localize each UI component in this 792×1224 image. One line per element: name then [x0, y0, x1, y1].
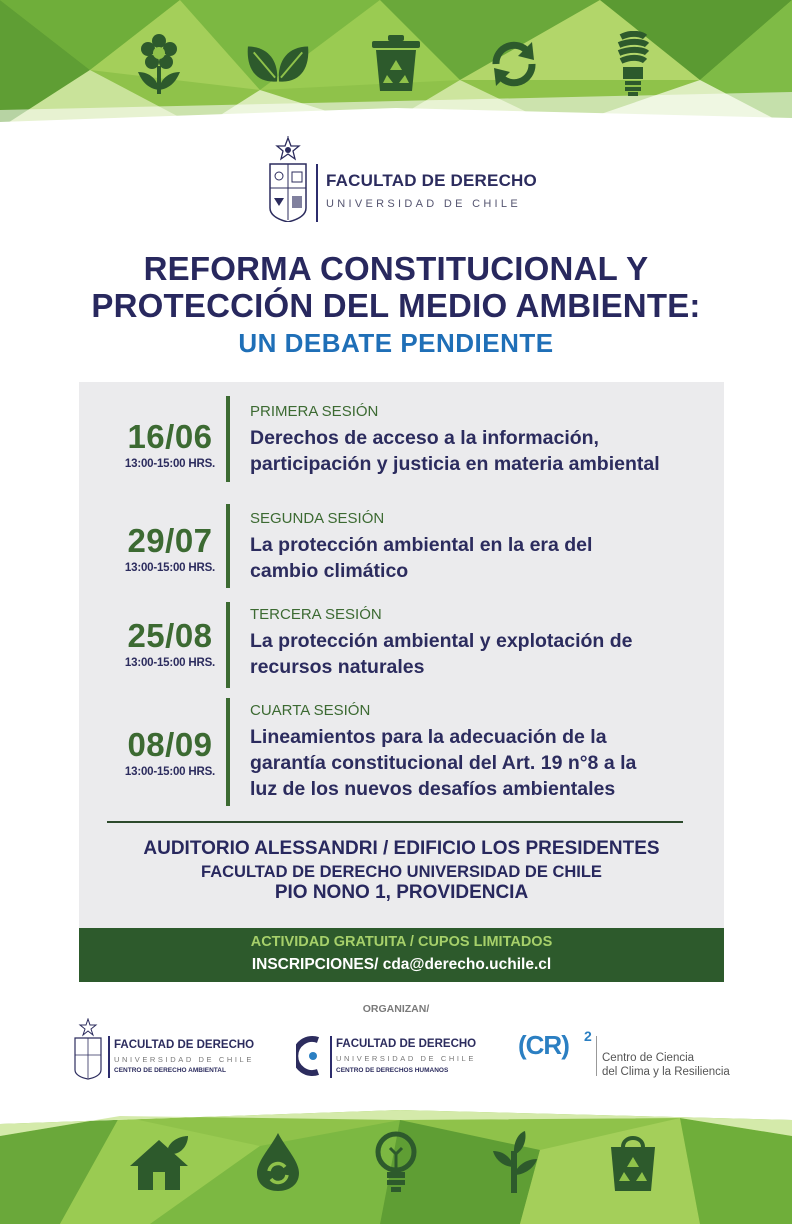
session-divider: [226, 602, 230, 688]
recycle-bag-icon: [601, 1128, 665, 1196]
eco-house-icon: [127, 1128, 191, 1196]
event-title-line-1: REFORMA CONSTITUCIONAL Y: [143, 250, 649, 287]
venue-line-2: FACULTAD DE DERECHO UNIVERSIDAD DE CHILE: [201, 863, 602, 881]
university-crest-icon: [72, 1018, 104, 1080]
session-divider: [226, 698, 230, 806]
logo-divider: [316, 164, 318, 222]
session-date: 25/08: [127, 617, 213, 654]
session-topic: [250, 532, 710, 584]
recycle-bin-icon: [364, 30, 428, 98]
session-divider: [226, 504, 230, 588]
plant-icon: [482, 1128, 546, 1196]
flower-icon: [127, 30, 191, 98]
organizers-heading: ORGANIZAN/: [362, 1003, 430, 1015]
session-time: 13:00-15:00 HRS.: [124, 562, 216, 574]
session-date: 29/07: [127, 522, 213, 559]
event-title-line-2: PROTECCIÓN DEL MEDIO AMBIENTE:: [91, 287, 701, 324]
session-topic-line: garantía constitucional del Art. 19 n°8 a la: [250, 752, 637, 774]
session-topic: [250, 724, 710, 802]
cr2-name-line-1: Centro de Ciencia: [602, 1052, 695, 1064]
registration-bar: [79, 928, 724, 982]
session-topic-line: La protección ambiental en la era del: [250, 534, 593, 556]
event-subtitle: UN DEBATE PENDIENTE: [238, 328, 554, 358]
leaves-icon: [246, 30, 310, 98]
organizer-university: UNIVERSIDAD DE CHILE: [336, 1054, 476, 1063]
session-label: TERCERA SESIÓN: [250, 606, 382, 623]
session-time: 13:00-15:00 HRS.: [124, 766, 216, 778]
organizer-faculty: FACULTAD DE DERECHO: [336, 1038, 477, 1050]
registration-email[interactable]: INSCRIPCIONES/ cda@derecho.uchile.cl: [251, 956, 552, 973]
session-divider: [226, 396, 230, 482]
human-rights-center-icon: [296, 1034, 322, 1078]
logo-divider: [330, 1036, 332, 1078]
session-topic-line: participación y justicia en materia ambiental: [250, 453, 660, 475]
organizer-center: CENTRO DE DERECHO AMBIENTAL: [114, 1067, 226, 1074]
session-label: CUARTA SESIÓN: [250, 702, 371, 719]
session-topic-line: La protección ambiental y explotación de: [250, 630, 633, 652]
cr2-superscript: 2: [584, 1028, 592, 1044]
organizer-logo-cr2: [518, 1030, 728, 1094]
organizer-logo-derecho-ambiental: [72, 1018, 272, 1082]
session-label: PRIMERA SESIÓN: [250, 403, 379, 420]
venue-divider: [107, 821, 683, 823]
session-topic-line: Derechos de acceso a la información,: [250, 427, 599, 449]
session-time: 13:00-15:00 HRS.: [124, 657, 216, 669]
bottom-banner: [0, 1106, 792, 1224]
cr2-brand: (CR): [518, 1030, 569, 1060]
logo-divider: [108, 1036, 110, 1078]
university-crest-icon: [266, 136, 310, 222]
free-activity-notice: ACTIVIDAD GRATUITA / CUPOS LIMITADOS: [250, 934, 553, 950]
session-label: SEGUNDA SESIÓN: [250, 510, 385, 527]
session-topic-line: recursos naturales: [250, 656, 425, 678]
session-topic-line: cambio climático: [250, 560, 409, 582]
refresh-arrows-icon: [482, 30, 546, 98]
eco-bulb-icon: [601, 30, 665, 98]
cr2-name-line-2: del Clima y la Resiliencia: [602, 1066, 730, 1078]
logo-faculty-name: FACULTAD DE DERECHO: [326, 171, 537, 190]
session-time: 13:00-15:00 HRS.: [124, 458, 216, 470]
session-topic: [250, 425, 710, 477]
venue-line-3: PIO NONO 1, PROVIDENCIA: [274, 882, 529, 903]
organizer-logo-derechos-humanos: [296, 1030, 496, 1094]
session-date: 16/06: [127, 418, 213, 455]
faculty-logo: [266, 136, 546, 226]
organizer-center: CENTRO DE DERECHOS HUMANOS: [336, 1067, 449, 1074]
water-drop-recycle-icon: [246, 1128, 310, 1196]
logo-divider: [596, 1036, 597, 1076]
organizer-faculty: FACULTAD DE DERECHO: [114, 1039, 255, 1051]
session-topic-line: luz de los nuevos desafíos ambientales: [250, 778, 616, 800]
sessions-panel: [79, 382, 724, 928]
top-banner: [0, 0, 792, 128]
session-date: 08/09: [127, 726, 213, 763]
bulb-icon: [364, 1128, 428, 1196]
session-topic: [250, 628, 710, 680]
session-topic-line: Lineamientos para la adecuación de la: [250, 726, 607, 748]
venue-line-1: AUDITORIO ALESSANDRI / EDIFICIO LOS PRESIDENTES: [143, 838, 660, 859]
logo-university-name: UNIVERSIDAD DE CHILE: [326, 198, 521, 210]
organizer-university: UNIVERSIDAD DE CHILE: [114, 1055, 254, 1064]
